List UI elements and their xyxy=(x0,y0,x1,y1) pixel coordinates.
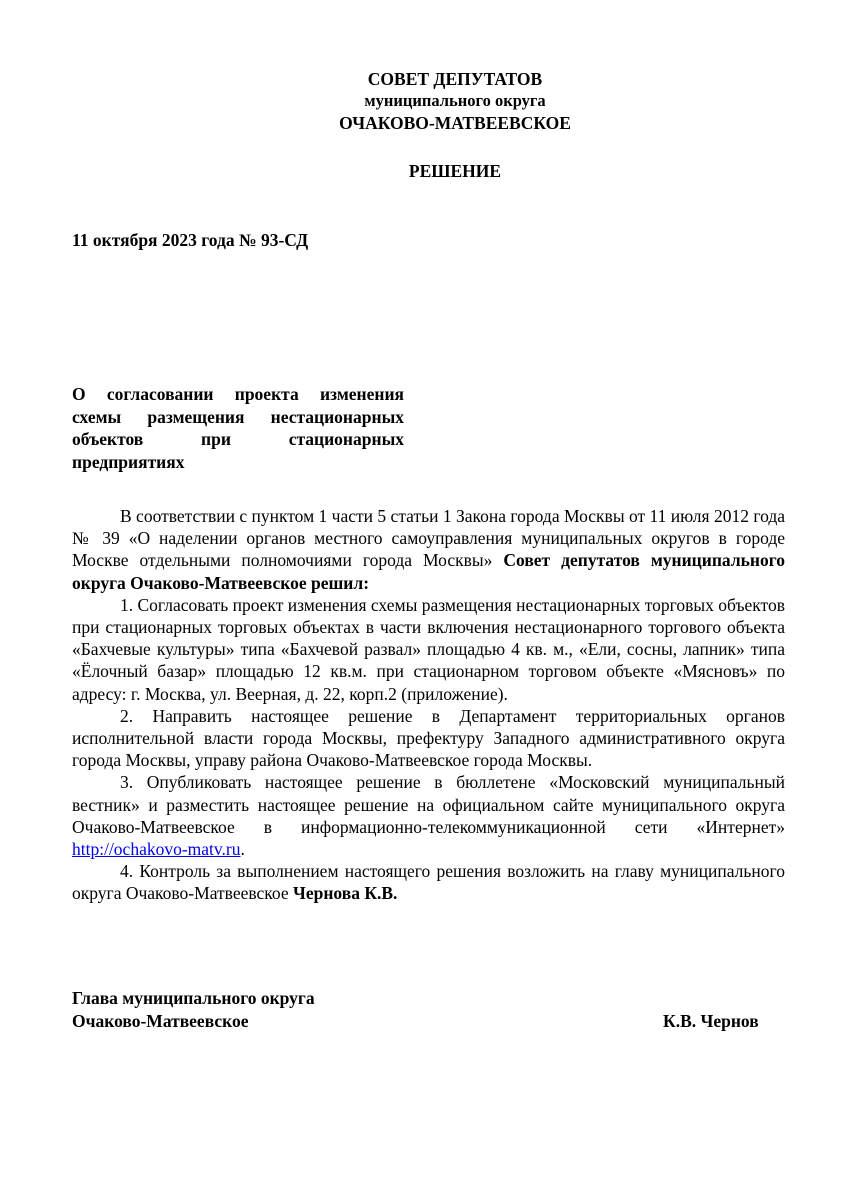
document-header xyxy=(60,68,848,134)
document-date-number: 11 октября 2023 года № 93-СД xyxy=(72,230,309,250)
item-4-bold: Чернова К.В. xyxy=(293,883,398,904)
preamble-paragraph xyxy=(72,505,785,594)
signature-title-line2: Очаково-Матвеевское xyxy=(72,1011,249,1031)
signature-title xyxy=(72,987,315,1033)
district-type: муниципального округа xyxy=(364,91,546,110)
document-subject: О согласовании проекта изменения схемы размещения нестационарных объектов при стационарных предприятиях xyxy=(72,384,404,472)
item-4 xyxy=(72,860,785,904)
item-3 xyxy=(72,771,785,860)
preamble-bold: Совет депутатов муниципального округа Очаково-Матвеевское решил: xyxy=(72,550,786,593)
signature-name: К.В. Чернов xyxy=(663,1011,759,1031)
item-2: 2. Направить настоящее решение в Департамент территориальных органов исполнительной власти города Москвы, префектуру Западного административного округа города Москвы, управу района Очаково-Матвеевское города Москвы. xyxy=(72,705,785,771)
document-body xyxy=(72,505,785,905)
item-3-text: 3. Опубликовать настоящее решение в бюллетене «Московский муниципальный вестник» и разместить настоящее решение на официальном сайте муниципального округа Очаково-Матвеевское в информационно-телекоммуникационной сети «Интернет» xyxy=(72,772,785,837)
preamble-text: В соответствии с пунктом 1 части 5 статьи 1 Закона города Москвы от 11 июля 2012 года № 39 «О наделении органов местного самоуправления муниципальных округов в городе Москве отдельными полномочиями города Москвы» xyxy=(72,506,785,571)
council-title: СОВЕТ ДЕПУТАТОВ xyxy=(367,69,543,89)
item-1: 1. Согласовать проект изменения схемы размещения нестационарных торговых объектов при стационарных торговых объектах в части включения нестационарного торгового объекта «Бахчевые культуры» типа «Бахчевой развал» площадью 4 кв. м., «Ели, сосны, лапник» типа «Ёлочный базар» площадью 12 кв.м. при стационарном торговом объекте «Мясновъ» по адресу: г. Москва, ул. Веерная, д. 22, корп.2 (приложение). xyxy=(72,594,785,704)
decision-title: РЕШЕНИЕ xyxy=(408,161,502,181)
signature-title-line1: Глава муниципального округа xyxy=(72,988,315,1008)
district-name: ОЧАКОВО-МАТВЕЕВСКОЕ xyxy=(339,113,571,133)
item-4-text: 4. Контроль за выполнением настоящего решения возложить на главу муниципального округа Очаково-Матвеевское xyxy=(72,861,785,904)
item-3-tail: . xyxy=(240,839,245,860)
website-link[interactable]: http://ochakovo-matv.ru xyxy=(72,839,241,860)
